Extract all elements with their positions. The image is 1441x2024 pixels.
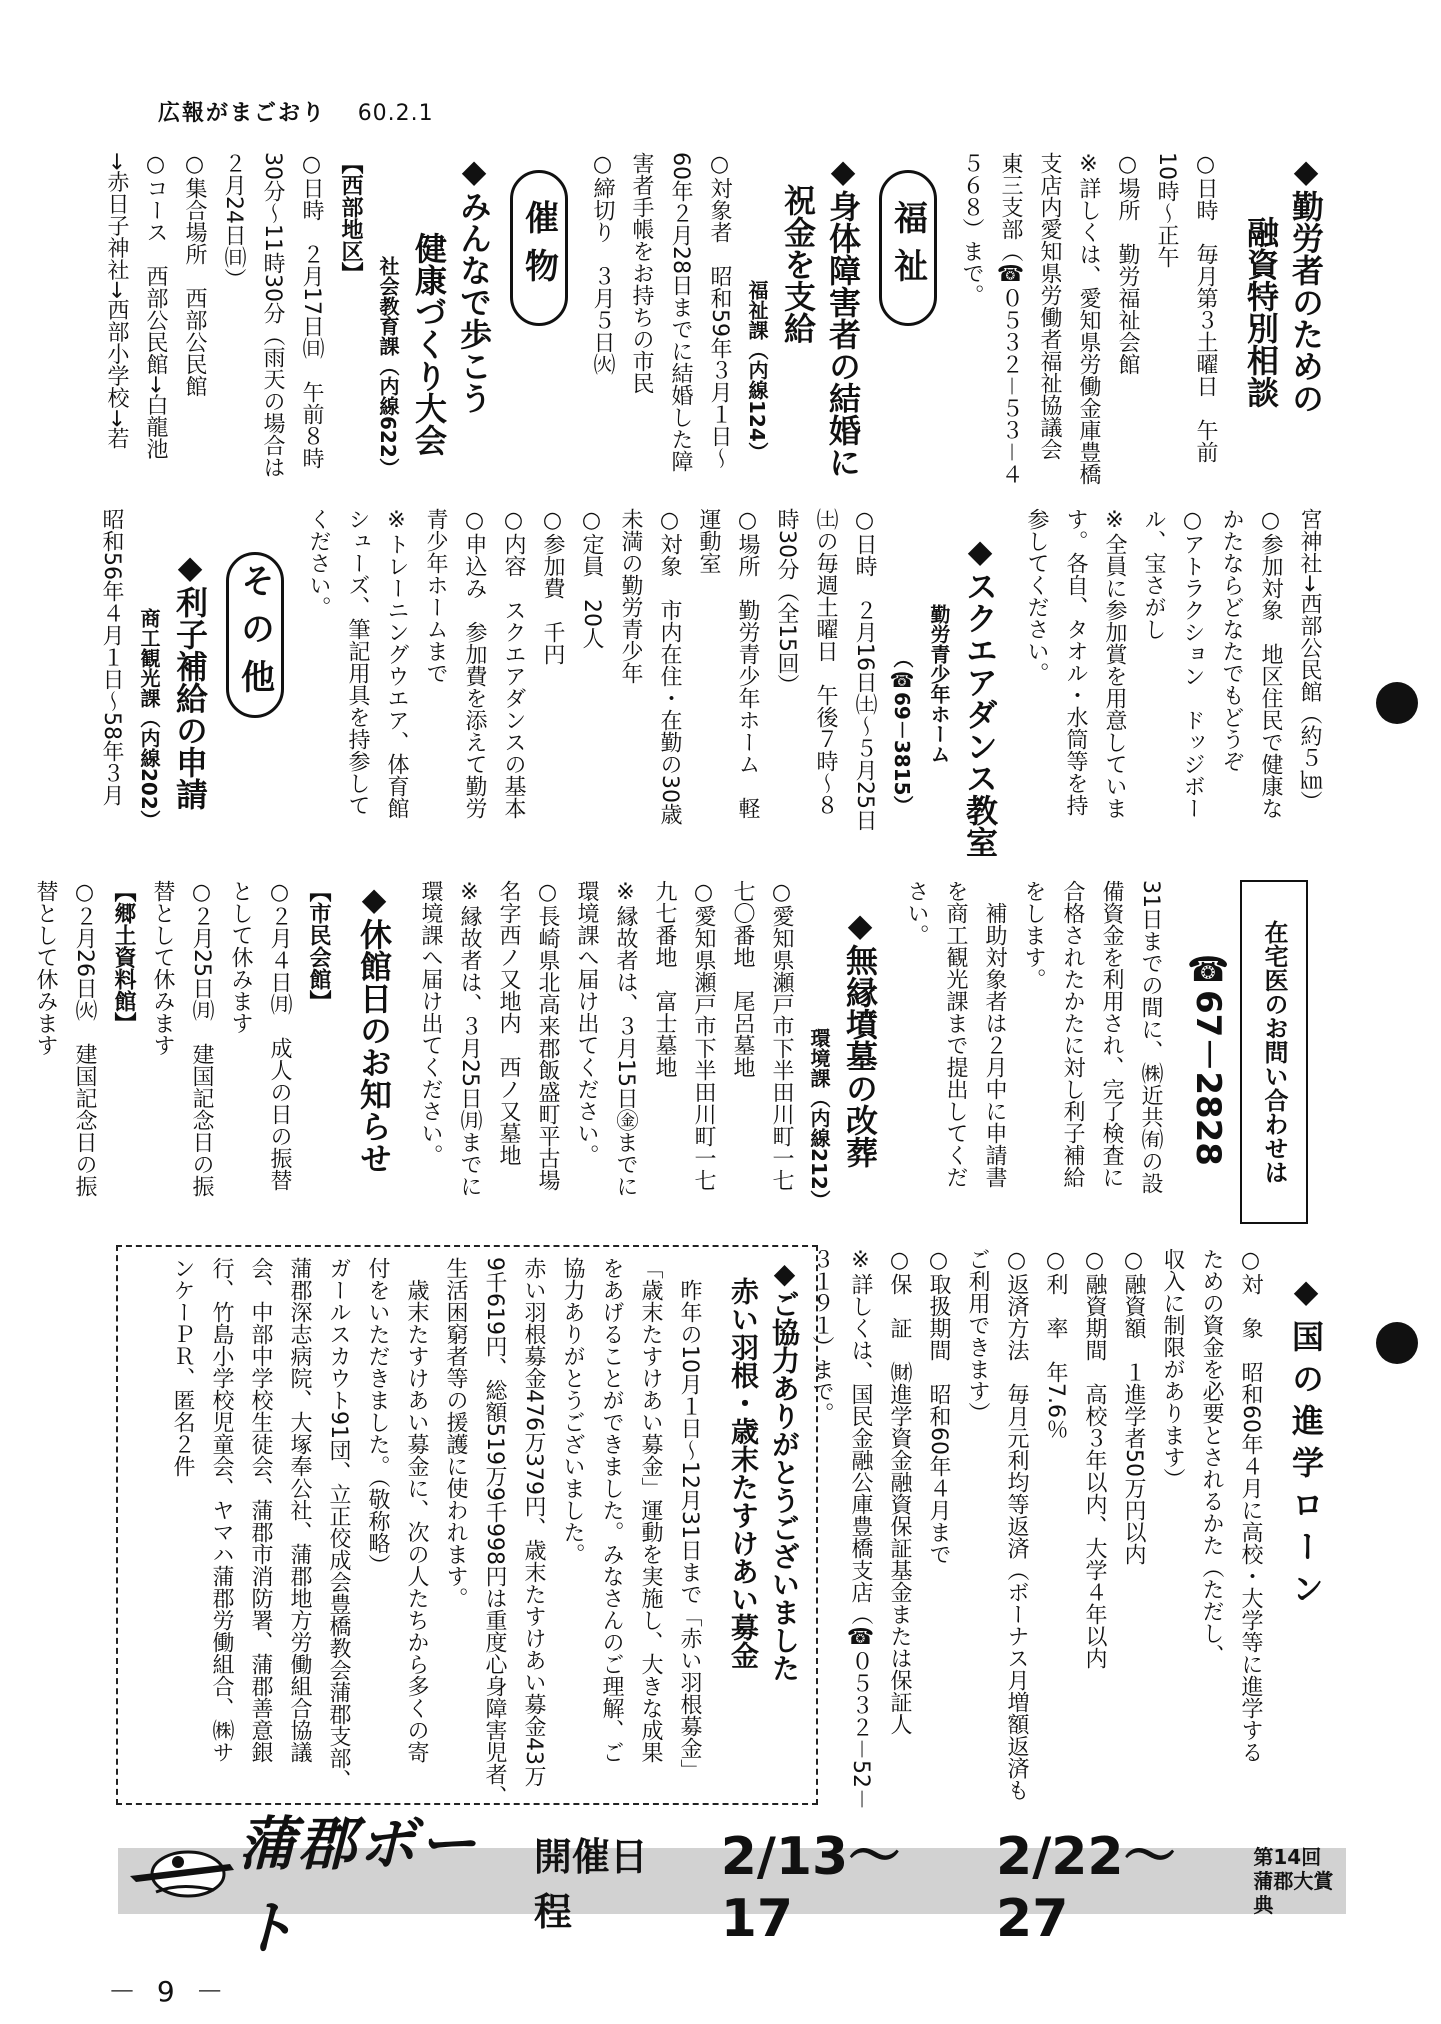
banner-schedule-label: 開催日程 <box>533 1835 648 1934</box>
band-3 <box>33 880 1232 1216</box>
shogai-line-1: ○対象者 昭和59年３月１日～ <box>707 152 732 469</box>
muen-line-10: 環境課へ届け出てください。 <box>418 880 443 1166</box>
muen-line-5: ※縁故者は、３月15日㊎までに <box>613 880 638 1197</box>
muen-line-1: ○愛知県瀬戸市下半田川町一七 <box>769 880 794 1191</box>
walk-dept: 社会教育課（内線622） <box>376 256 400 478</box>
square-title: ◆スクエアダンス教室 <box>961 532 999 858</box>
rishi-cont-7: さい。 <box>904 880 929 946</box>
walk-cont-8: 参してください。 <box>1024 508 1049 684</box>
rishi-cont-5: 補助対象者は２月中に申請書 <box>982 880 1007 1188</box>
thanks-frame <box>116 1245 818 1805</box>
thanks-line-13: 行、竹島小学校児童会、ヤマハ蒲郡労働組合、㈱サ <box>209 1257 234 1763</box>
thanks-title-2: 赤い羽根・歳末たすけあい募金 <box>727 1277 760 1669</box>
loan-line-5: ○融資期間 高校３年以内、大学４年以内 <box>1082 1248 1107 1669</box>
binder-hole-top <box>1376 682 1418 724</box>
rishi-cont-3: 合格されたかたに対し利子補給 <box>1060 880 1085 1188</box>
square-line-14: シューズ、筆記用具を持参して <box>345 508 370 816</box>
loan-line-10: ○保 証 ㈶進学資金融資保証基金または保証人 <box>887 1248 912 1735</box>
binder-hole-bottom <box>1376 1322 1418 1364</box>
loan-line-11: ※詳しくは、国民金融公庫豊橋支店（☎０５３２－52－ <box>848 1248 873 1810</box>
kyukan-line-7: ○２月26日㈫ 建国記念日の振 <box>72 880 97 1197</box>
rishi-title: ◆利子補給の申請 <box>171 548 209 810</box>
square-line-3: 時30分（全15回） <box>774 508 799 696</box>
kyukan-line-1: 【市民会館】 <box>306 880 331 1012</box>
walk-cont-6: ※全員に参加賞を用意していま <box>1102 508 1127 819</box>
rishi-cont-4: をします。 <box>1021 880 1046 990</box>
zaitaku-phone: ☎67－2828 <box>1188 950 1228 1166</box>
kyukan-title: ◆休館日のお知らせ <box>355 880 393 1174</box>
thanks-line-9: 付をいただきました。（敬称略） <box>365 1257 390 1576</box>
muen-line-4: 九七番地 富士墓地 <box>652 880 677 1078</box>
kinro-line-7: ５６８）まで。 <box>959 152 984 306</box>
rishi-cont-2: 備資金を利用され、完了検査に <box>1099 880 1124 1188</box>
page-number: － 9 － <box>108 1975 230 2008</box>
walk-line-7: →赤日子神社→西部小学校→若 <box>104 152 129 450</box>
thanks-line-8: 歳末たすけあい募金に、次の人たちから多くの寄 <box>404 1257 429 1763</box>
rishi-line-1: 昭和56年４月１日～58年３月 <box>99 508 124 806</box>
walk-cont-4: ○アトラクション ドッジボー <box>1180 508 1205 819</box>
boat-race-banner <box>118 1810 1346 1962</box>
band-2 <box>99 508 1328 858</box>
thanks-line-5: 赤い羽根募金476万379円、歳末たすけあい募金43万 <box>521 1257 546 1787</box>
thanks-line-3: をあげることができました。みなさんのご理解、ご <box>599 1257 624 1763</box>
kinro-line-1: ○日時 毎月第３土曜日 午前 <box>1193 152 1218 463</box>
boat-logo-icon <box>110 1818 260 1908</box>
kinro-title-1: ◆勤労者のための <box>1287 152 1325 414</box>
kyukan-line-8: 替として休みます <box>33 880 58 1056</box>
thanks-title-1: ◆ご協力ありがとうございました <box>768 1257 801 1682</box>
square-line-5: 運動室 <box>696 508 721 574</box>
muen-line-8: 名字西ノ又地内 西ノ又墓地 <box>496 880 521 1166</box>
header <box>158 96 434 127</box>
walk-cont-5: ル、宝さがし <box>1141 508 1166 640</box>
muen-line-3: ○愛知県瀬戸市下半田川町一七 <box>691 880 716 1191</box>
walk-cont-2: ○参加対象 地区住民で健康な <box>1258 508 1283 819</box>
zaitaku-label: 在宅医のお問い合わせは <box>1260 920 1288 1184</box>
kyukan-line-6: 【郷土資料館】 <box>111 880 136 1034</box>
thanks-line-7: 生活困窮者等の援護に使われます。 <box>443 1257 468 1609</box>
muen-line-7: ○長崎県北高来郡飯盛町平古場 <box>535 880 560 1191</box>
square-line-11: ○申込み 参加費を添えて勤労 <box>462 508 487 819</box>
walk-cont-1: 宮神社→西部公民館（約５㎞） <box>1297 508 1322 813</box>
walk-line-5: ○集合場所 西部公民館 <box>182 152 207 397</box>
thanks-line-2: 「歳末たすけあい募金」運動を実施し、大きな成果 <box>638 1257 663 1763</box>
thanks-line-12: 会、中部中学校生徒会、蒲郡市消防署、蒲郡善意銀 <box>248 1257 273 1763</box>
loan-line-1: ○対 象 昭和60年４月に高校・大学等に進学する <box>1238 1248 1263 1763</box>
loan-line-3: 収入に制限があります） <box>1160 1248 1185 1490</box>
square-line-4: ○場所 勤労青少年ホーム 軽 <box>735 508 760 819</box>
loan-section <box>809 1248 1328 1810</box>
walk-line-4: ２月24日㈰） <box>221 152 246 290</box>
banner-festival <box>1253 1845 1346 1917</box>
rishi-cont-1: 31日までの間に、㈱近共㈲の設 <box>1138 880 1163 1194</box>
shogai-line-4: ○締切り ３月５日㈫ <box>590 152 615 375</box>
publication-date: 60.2.1 <box>357 101 434 126</box>
muen-line-2: 七〇番地 尾呂墓地 <box>730 880 755 1078</box>
shogai-line-2: 60年２月28日までに結婚した障 <box>668 152 693 472</box>
banner-brand: 蒲郡ボート <box>238 1810 479 1962</box>
square-line-6: ○対象 市内在住・在勤の30歳 <box>657 508 682 825</box>
publication-title: 広報がまごおり <box>158 101 327 126</box>
kyukan-line-2: ○２月４日㈪ 成人の日の振替 <box>267 880 292 1191</box>
square-line-2: ㈯の毎週土曜日 午後７時～８ <box>813 508 838 816</box>
walk-line-6: ○コース 西部公民館→白龍池 <box>143 152 168 460</box>
category-fukushi: 福祉 <box>879 170 937 326</box>
muen-line-6: 環境課へ届け出てください。 <box>574 880 599 1166</box>
loan-line-9: ○取扱期間 昭和60年４月まで <box>926 1248 951 1565</box>
banner-dates-2: 2/22～27 <box>996 1826 1176 1949</box>
band-1 <box>104 152 1328 488</box>
square-dept-1: 勤労青少年ホーム <box>927 604 951 764</box>
rishi-cont-6: を商工観光課まで提出してくだ <box>943 880 968 1188</box>
kyukan-line-4: ○２月25日㈪ 建国記念日の振 <box>189 880 214 1197</box>
walk-line-2: ○日時 ２月17日㈰ 午前８時 <box>299 152 324 469</box>
shogai-title-2: 祝金を支給 <box>779 184 817 344</box>
shogai-line-3: 害者手帳をお持ちの市民 <box>629 152 654 394</box>
kinro-line-4: ※詳しくは、愛知県労働金庫豊橋 <box>1076 152 1101 485</box>
square-line-13: ※トレーニングウエア、体育館 <box>384 508 409 819</box>
loan-title: ◆国の進学ローン <box>1287 1272 1325 1614</box>
category-sonota: その他 <box>226 552 284 718</box>
loan-line-8: ご利用できます） <box>965 1248 990 1424</box>
walk-line-1: 【西部地区】 <box>338 152 363 284</box>
banner-festival-name: 蒲郡大賞典 <box>1253 1869 1334 1917</box>
kyukan-line-3: として休みます <box>228 880 253 1034</box>
square-line-10: ○内容 スクエアダンスの基本 <box>501 508 526 819</box>
zaitaku-box <box>1240 880 1308 1224</box>
square-line-8: ○定員 20人 <box>579 508 604 649</box>
thanks-line-6: 9千619円、総額519万9千998円は重度心身障害児者、 <box>482 1257 507 1807</box>
loan-line-4: ○融資額 １進学者50万円以内 <box>1121 1248 1146 1565</box>
loan-line-6: ○利 率 年7.6％ <box>1043 1248 1068 1440</box>
loan-line-7: ○返済方法 毎月元利均等返済（ボーナス月増額返済も <box>1004 1248 1029 1801</box>
shogai-title-1: ◆身体障害者の結婚に <box>824 152 862 478</box>
square-line-1: ○日時 ２月16日㈯～５月25日 <box>852 508 877 831</box>
loan-line-2: ための資金を必要とされるかた（ただし、 <box>1199 1248 1224 1666</box>
banner-festival-edition: 第14回 <box>1253 1845 1322 1869</box>
loan-line-12: ３１９１）まで。 <box>809 1248 834 1424</box>
thanks-line-4: 協力ありがとうございました。 <box>560 1257 585 1565</box>
kinro-line-2: 10時～正午 <box>1154 152 1179 268</box>
kinro-title-2: 融資特別相談 <box>1242 216 1280 408</box>
square-line-9: ○参加費 千円 <box>540 508 565 665</box>
walk-cont-7: す。各自、タオル・水筒等を持 <box>1063 508 1088 816</box>
kyukan-line-5: 替として休みます <box>150 880 175 1056</box>
thanks-line-11: 蒲郡深志病院、大塚奉公社、蒲郡地方労働組合協議 <box>287 1257 312 1763</box>
square-line-12: 青少年ホームまで <box>423 508 448 684</box>
walk-title-1: ◆みんなで歩こう <box>455 152 493 414</box>
thanks-line-14: ンケーＰＲ、匿名２件 <box>170 1257 195 1477</box>
walk-cont-3: かたならどなたでもどうぞ <box>1219 508 1244 772</box>
shogai-dept: 福祉課（内線124） <box>745 280 769 462</box>
square-line-15: ください。 <box>306 508 331 618</box>
square-dept-2: （☎69－3815） <box>890 648 914 816</box>
kinro-line-5: 支店内愛知県労働者福祉協議会 <box>1037 152 1062 460</box>
walk-line-3: 30分～11時30分（雨天の場合は <box>260 152 285 478</box>
muen-line-9: ※縁故者は、３月25日㈪までに <box>457 880 482 1197</box>
thanks-line-10: ガールスカウト91団、立正佼成会豊橋教会蒲郡支部、 <box>326 1257 351 1791</box>
muen-dept: 環境課（内線212） <box>807 1028 831 1210</box>
kinro-line-3: ○場所 勤労福祉会館 <box>1115 152 1140 375</box>
banner-dates-1: 2/13～17 <box>720 1826 901 1949</box>
category-moyoshi: 催物 <box>510 170 568 326</box>
thanks-line-1: 昨年の10月１日～12月31日まで「赤い羽根募金」 <box>677 1257 702 1781</box>
rishi-dept: 商工観光課（内線202） <box>137 608 161 830</box>
kinro-line-6: 東三支部（☎０５３２－５３－４ <box>998 152 1023 486</box>
square-line-7: 未満の勤労青少年 <box>618 508 643 684</box>
muen-title: ◆無縁墳墓の改葬 <box>841 906 879 1168</box>
walk-title-2: 健康づくり大会 <box>410 232 448 456</box>
